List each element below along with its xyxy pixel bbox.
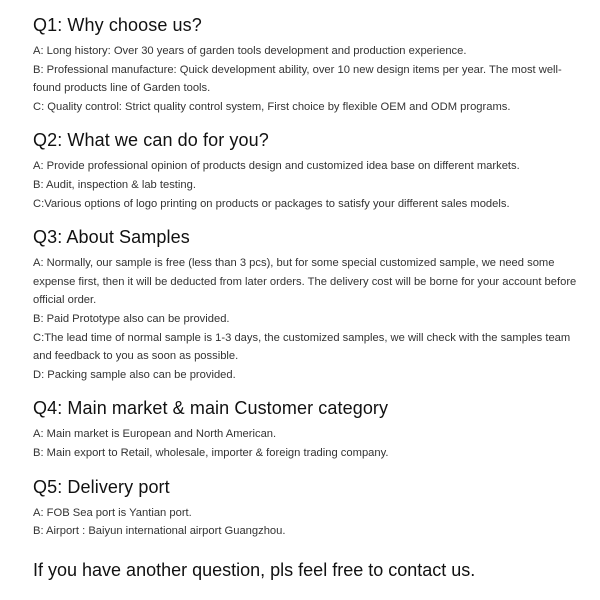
- faq-section-q2: [33, 129, 578, 213]
- answer-text: A: Normally, our sample is free (less than 3 pcs), but for some special customized sample, we need some expense first, then it will be deducted from later orders. The delivery cost will be borne for your account before official order.: [33, 257, 577, 307]
- faq-section-q5: [33, 476, 578, 541]
- closing-message: If you have another question, pls feel free to contact us.: [33, 559, 476, 580]
- question-heading: Q5: Delivery port: [33, 476, 170, 497]
- question-heading: Q1: Why choose us?: [33, 15, 202, 35]
- answer-text: B: Main export to Retail, wholesale, importer & foreign trading company.: [33, 446, 389, 459]
- answer-text: D: Packing sample also can be provided.: [33, 368, 236, 381]
- faq-page: [33, 14, 578, 581]
- answer-text: C:The lead time of normal sample is 1-3 days, the customized samples, we will check with the samples team and feedback to you as soon as possible.: [33, 331, 571, 363]
- answer-text: B: Audit, inspection & lab testing.: [33, 178, 196, 191]
- answer-text: C:Various options of logo printing on products or packages to satisfy your different sales models.: [33, 197, 510, 210]
- faq-section-q4: [33, 397, 578, 462]
- faq-section-q3: [33, 226, 578, 384]
- answer-text: B: Airport : Baiyun international airport Guangzhou.: [33, 525, 286, 538]
- answer-text: A: Provide professional opinion of products design and customized idea base on different markets.: [33, 160, 520, 173]
- answer-text: B: Professional manufacture: Quick development ability, over 10 new design items per year. The most well-found products line of Garden tools.: [33, 63, 562, 95]
- answer-text: A: Long history: Over 30 years of garden tools development and production experience.: [33, 45, 467, 57]
- answer-text: B: Paid Prototype also can be provided.: [33, 312, 230, 325]
- question-heading: Q3: About Samples: [33, 227, 190, 248]
- answer-text: A: FOB Sea port is Yantian port.: [33, 506, 192, 519]
- answer-text: A: Main market is European and North American.: [33, 428, 277, 441]
- faq-section-q1: [33, 14, 578, 116]
- question-heading: Q4: Main market & main Customer category: [33, 398, 389, 419]
- question-heading: Q2: What we can do for you?: [33, 130, 269, 151]
- answer-text: C: Quality control: Strict quality control system, First choice by flexible OEM and ODM programs.: [33, 100, 511, 113]
